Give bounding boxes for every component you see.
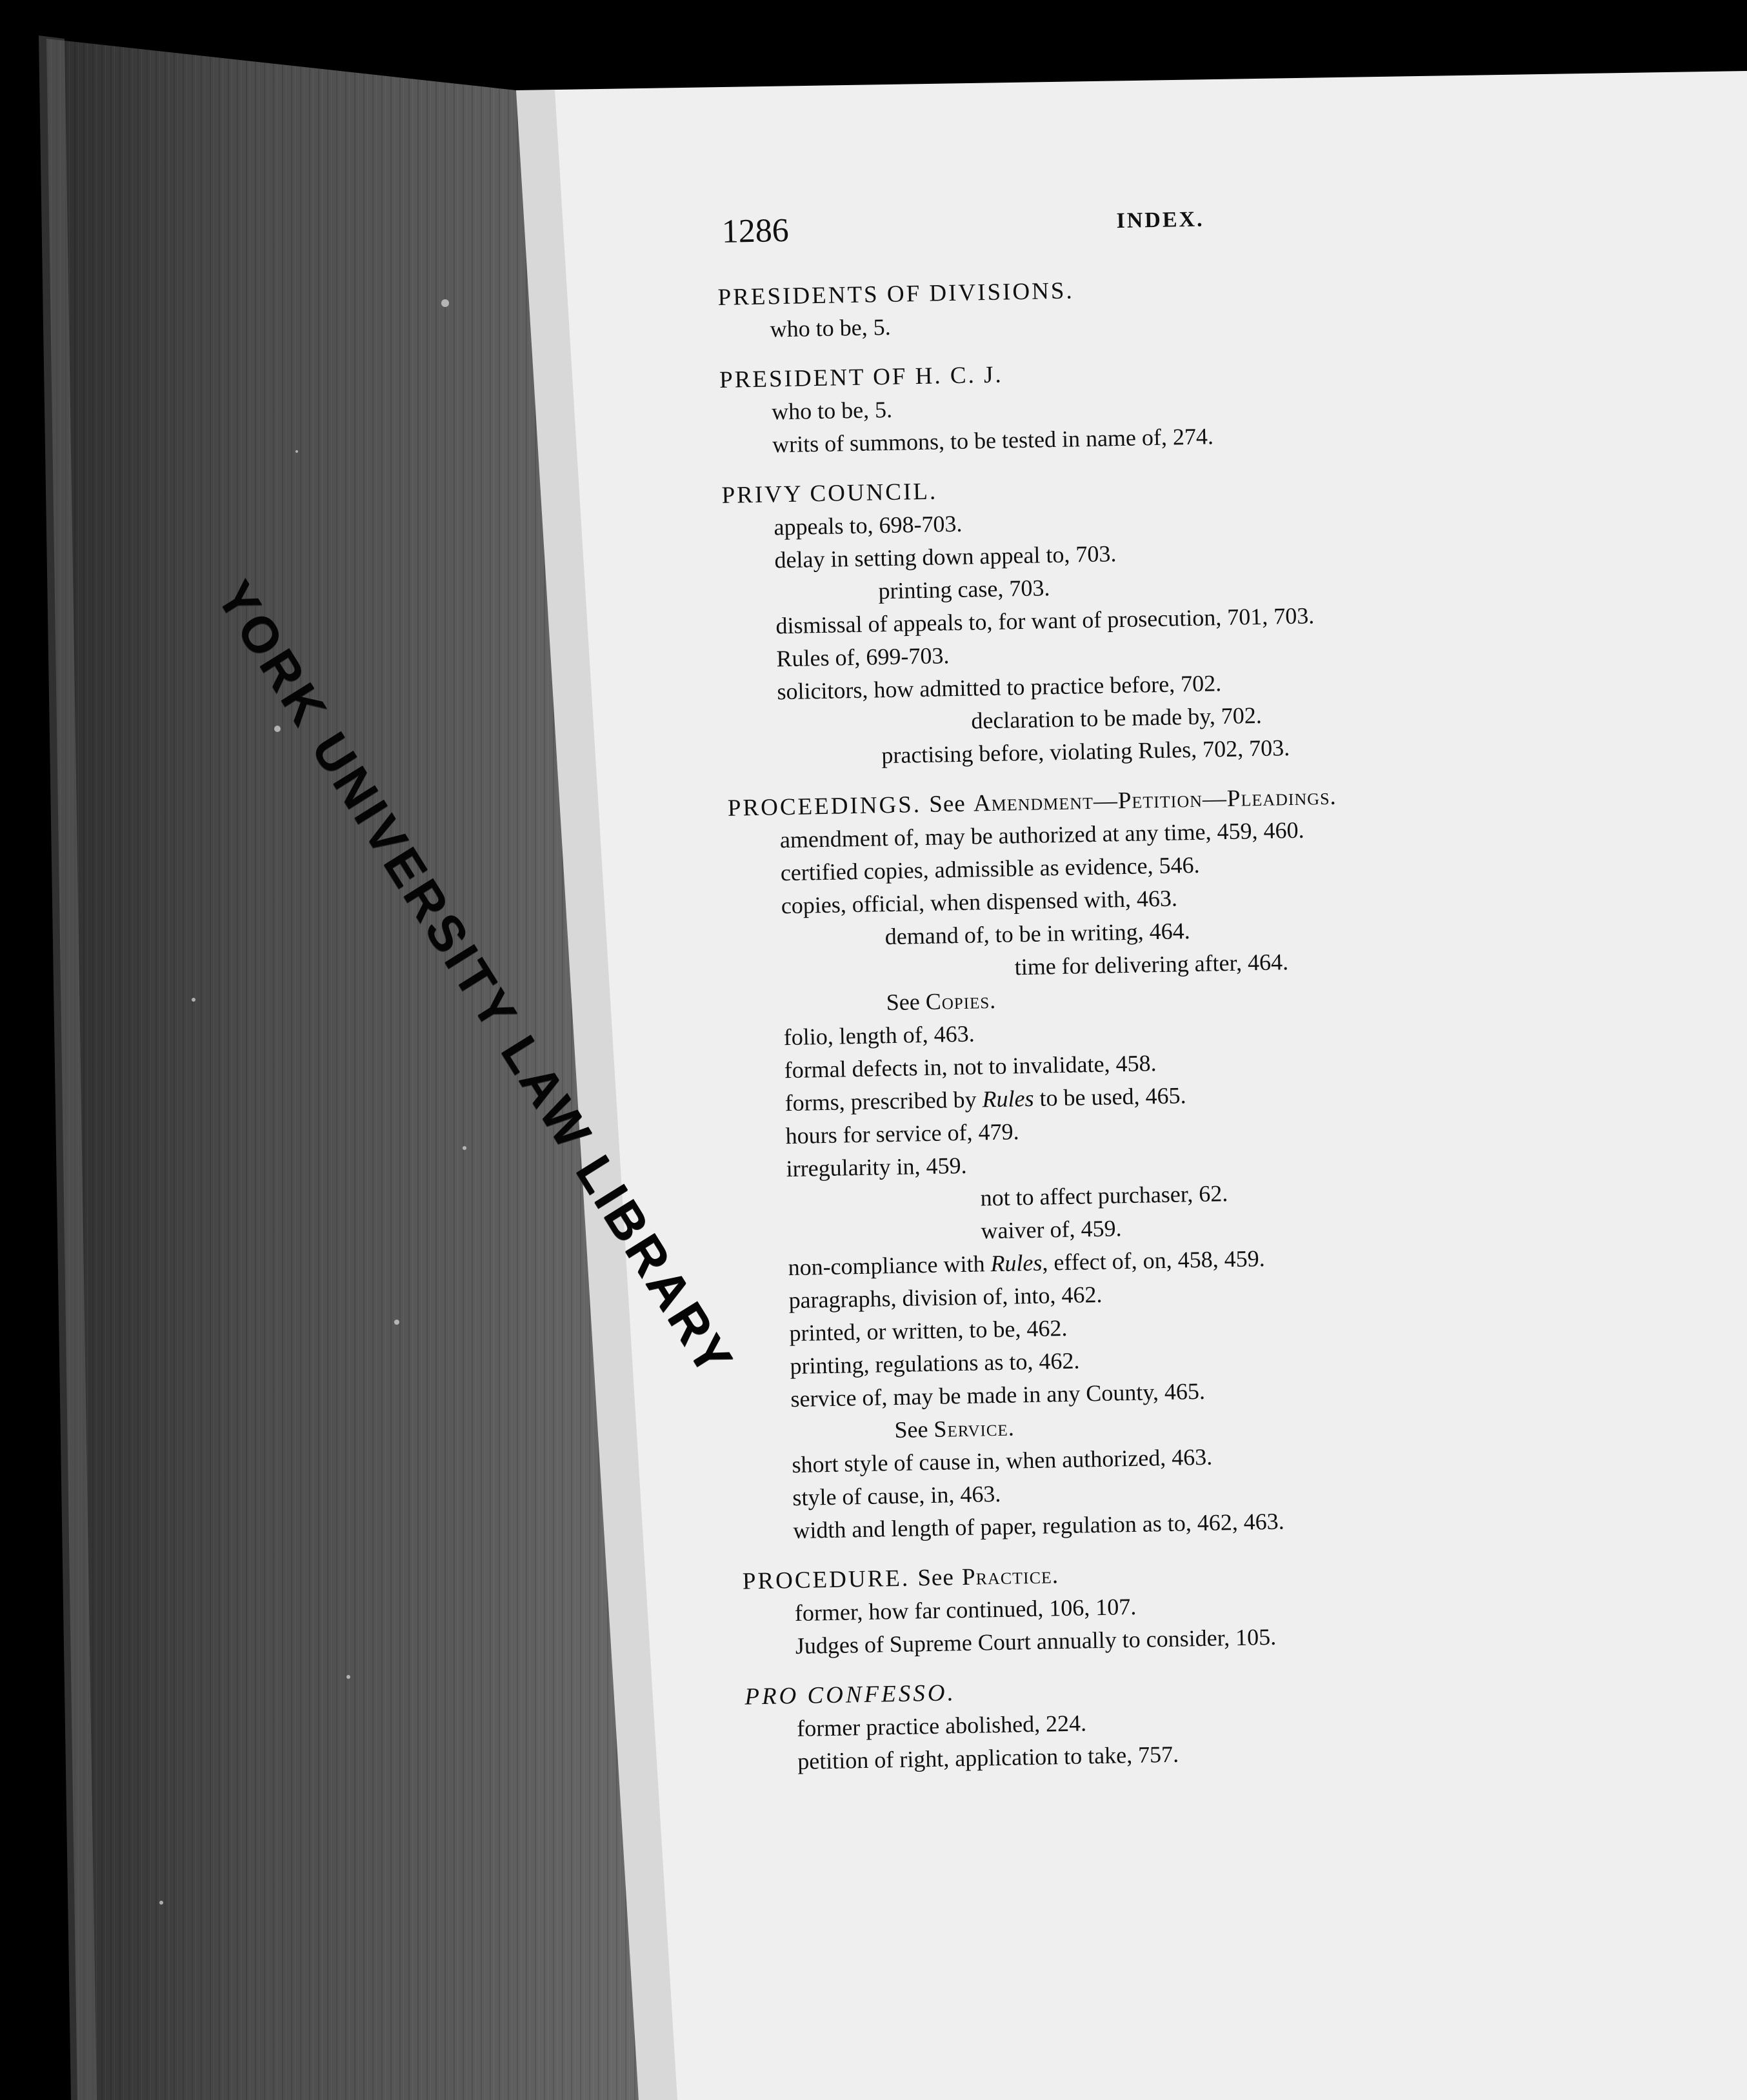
entry-line: copies, official, when dispensed with, 463. xyxy=(781,885,1178,919)
entry-line: waiver of, 459. xyxy=(981,1215,1122,1244)
entry-line: who to be, 5. xyxy=(771,396,893,425)
index-entry xyxy=(743,1553,1519,1664)
entry-line: printed, or written, to be, 462. xyxy=(789,1314,1068,1347)
entry-line: paragraphs, division of, into, 462. xyxy=(788,1281,1103,1314)
entry-heading-text: PROCEEDINGS. xyxy=(727,791,922,822)
running-head: INDEX. xyxy=(1116,207,1204,233)
entry-line: short style of cause in, when authorized, 463. xyxy=(792,1443,1213,1478)
entry-line: delay in setting down appeal to, 703. xyxy=(774,540,1117,573)
page-header xyxy=(716,192,1492,264)
entry-heading-text: PRIVY COUNCIL. xyxy=(721,478,938,509)
italic-term: Rules xyxy=(990,1249,1043,1277)
index-entries xyxy=(717,269,1520,1779)
entry-line: amendment of, may be authorized at any time, 459, 460. xyxy=(779,817,1304,853)
entry-line: solicitors, how admitted to practice before, 702. xyxy=(777,670,1222,705)
library-stamp: YORK UNIVERSITY LAW LIBRARY xyxy=(206,571,746,1387)
entry-line: width and length of paper, regulation as to, 462, 463. xyxy=(793,1508,1285,1544)
index-content xyxy=(716,192,1521,1779)
entry-heading-text: PROCEDURE. xyxy=(742,1565,910,1595)
entry-line: folio, length of, 463. xyxy=(783,1020,975,1051)
entry-line: former, how far continued, 106, 107. xyxy=(794,1593,1137,1627)
entry-line: irregularity in, 459. xyxy=(786,1152,967,1182)
entry-line: former practice abolished, 224. xyxy=(796,1710,1087,1742)
entry-line: hours for service of, 479. xyxy=(785,1118,1019,1149)
entry-line: printing, regulations as to, 462. xyxy=(790,1347,1080,1380)
index-entry xyxy=(728,780,1516,1549)
entry-line: style of cause, in, 463. xyxy=(792,1480,1001,1511)
see-label: See xyxy=(886,989,921,1016)
index-entry xyxy=(744,1669,1521,1779)
entry-heading-text: PRESIDENTS OF DIVISIONS. xyxy=(717,277,1075,311)
entry-line: declaration to be made by, 702. xyxy=(971,702,1263,734)
cross-reference: Practice. xyxy=(961,1562,1059,1591)
entry-line: Rules of, 699-703. xyxy=(776,642,950,672)
index-entry xyxy=(717,269,1493,347)
cross-reference: Service. xyxy=(933,1414,1015,1442)
entry-line: petition of right, application to take, 757. xyxy=(797,1741,1179,1775)
line-text: forms, prescribed by xyxy=(784,1086,983,1116)
entry-line: writs of summons, to be tested in name of, 274. xyxy=(772,423,1214,458)
entry-heading-text: PRESIDENT OF H. C. J. xyxy=(719,361,1004,393)
see-label: See xyxy=(894,1416,928,1443)
entry-line: dismissal of appeals to, for want of prosecution, 701, 703. xyxy=(775,602,1315,639)
entry-heading-text: PRO CONFESSO. xyxy=(744,1679,957,1710)
line-text: , effect of, on, 458, 459. xyxy=(1042,1245,1266,1276)
entry-line: Judges of Supreme Court annually to consider, 105. xyxy=(795,1623,1277,1659)
entry-line: formal defects in, not to invalidate, 458. xyxy=(784,1050,1157,1084)
cross-reference: Amendment—Petition—Pleadings. xyxy=(973,783,1337,817)
entry-line: not to affect purchaser, 62. xyxy=(980,1180,1228,1211)
line-text: to be used, 465. xyxy=(1033,1082,1186,1111)
index-entry xyxy=(719,352,1495,462)
entry-line: time for delivering after, 464. xyxy=(1014,949,1289,980)
entry-line: service of, may be made in any County, 465. xyxy=(790,1378,1206,1412)
entry-line: appeals to, 698-703. xyxy=(774,510,963,540)
italic-term: Rules xyxy=(982,1085,1034,1113)
entry-line: demand of, to be in writing, 464. xyxy=(884,918,1191,950)
page-number: 1286 xyxy=(721,212,790,250)
entry-line: certified copies, admissible as evidence, 546. xyxy=(780,851,1200,886)
entry-line: who to be, 5. xyxy=(770,313,892,342)
entry-line: practising before, violating Rules, 702, 703. xyxy=(881,735,1290,769)
see-label: See xyxy=(928,790,966,818)
see-label: See xyxy=(917,1564,955,1592)
entry-line: printing case, 703. xyxy=(878,575,1050,604)
cross-reference: Copies. xyxy=(925,987,997,1015)
line-text: non-compliance with xyxy=(788,1251,991,1281)
index-entry xyxy=(721,467,1501,775)
